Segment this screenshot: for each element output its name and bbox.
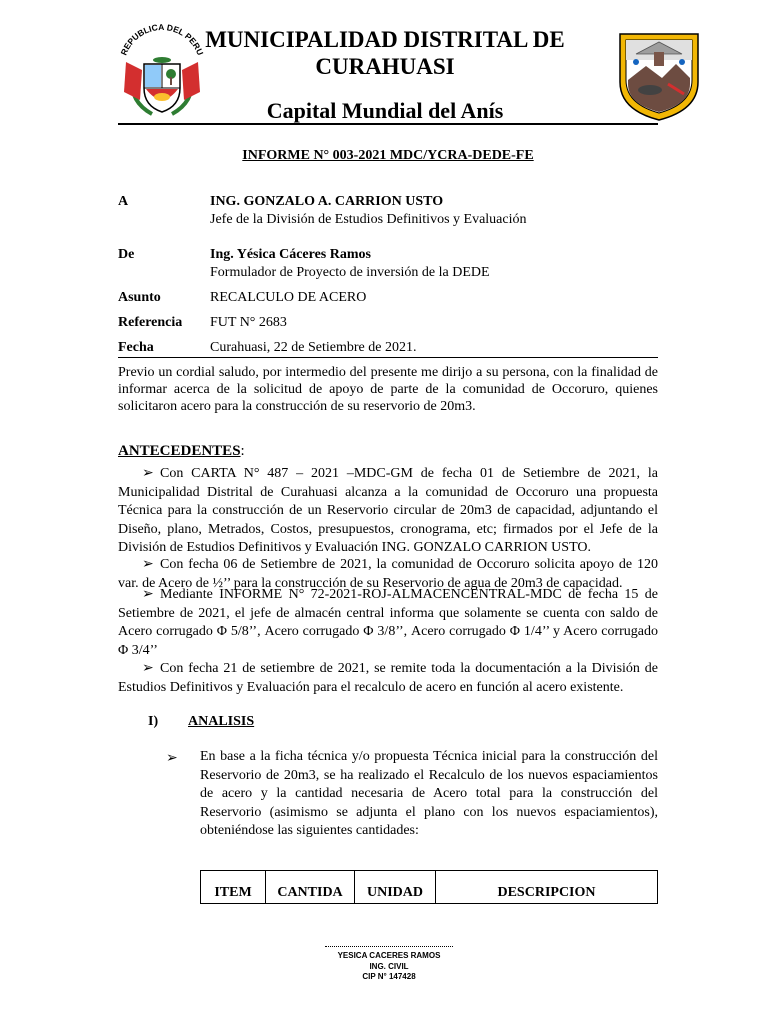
signature-line: [325, 946, 453, 947]
signature-cip: CIP N° 147428: [362, 972, 416, 981]
from-role: Formulador de Proyecto de inversión de la DEDE: [210, 265, 490, 280]
antecedente-item: [118, 465, 658, 558]
date-value: Curahuasi, 22 de Setiembre de 2021.: [210, 340, 417, 355]
from-label: De: [118, 247, 135, 262]
analisis-title: ANALISIS: [188, 714, 255, 729]
signature-title: ING. CIVIL: [369, 962, 409, 971]
analisis-text: En base a la ficha técnica y/o propuesta Técnica inicial para la construcción del Reservorio de 20m3, se ha realizado el Recalculo de los nuevos espaciamientos de acero y la cantidad necesaria de Acero total para la construcción del Reservorio (asimismo se adjunta el plano con los nuevos espaciamientos), obteniéndose las siguientes cantidades:: [200, 749, 658, 838]
reference-value: FUT N° 2683: [210, 315, 287, 330]
bullet-arrow-icon: ➢: [142, 587, 154, 602]
col-item: ITEM: [201, 871, 266, 904]
antecedente-text: Mediante INFORME N° 72-2021-ROJ-ALMACENCENTRAL-MDC de fecha 15 de Setiembre de 2021, el jefe de almacén central informa que solamente se cuenta con saldo de Acero corrugado Φ 5/8’’, Acero corrugado Φ 3/8’’, Acero corrugado Φ 1/4’’ y Acero corrugado Φ 3/4’’: [118, 587, 658, 658]
header-divider: [118, 123, 658, 125]
antecedente-item: [118, 586, 658, 660]
institution-motto: Capital Mundial del Anís: [266, 98, 504, 123]
antecedente-text: Con CARTA N° 487 – 2021 –MDC-GM de fecha 01 de Setiembre de 2021, la Municipalidad Distrital de Curahuasi alcanza a la comunidad de Occoruro una propuesta Técnica para la construcción de un Reservorio circular de 20m3 de capacidad, adjuntando el Diseño, plano, Metrados, Costos, presupuestos, cronograma, etc; firmados por el Jefe de la División de Estudios Definitivos y Evaluación ING. GONZALO CARRION USTO.: [118, 466, 658, 555]
signature-name: YESICA CACERES RAMOS: [337, 951, 441, 960]
meta-divider: [118, 357, 658, 358]
bullet-arrow-icon: ➢: [166, 751, 178, 766]
antecedente-text: Con fecha 21 de setiembre de 2021, se remite toda la documentación a la División de Estudios Definitivos y Evaluación para el recalculo de acero en función al acero existente.: [118, 661, 658, 695]
bullet-arrow-icon: ➢: [142, 466, 154, 481]
to-role: Jefe de la División de Estudios Definitivos y Evaluación: [210, 212, 527, 227]
date-label: Fecha: [118, 340, 154, 355]
antecedentes-title: ANTECEDENTES: [118, 443, 241, 459]
from-name: Ing. Yésica Cáceres Ramos: [210, 247, 371, 262]
antecedente-item: [118, 660, 658, 697]
bullet-arrow-icon: ➢: [142, 661, 154, 676]
institution-name: MUNICIPALIDAD DISTRITAL DE CURAHUASI: [205, 27, 565, 79]
quantities-table: [200, 870, 658, 904]
antecedentes-colon: :: [240, 443, 245, 459]
antecedente-text: Con fecha 06 de Setiembre de 2021, la comunidad de Occoruro solicita apoyo de 120 var. de Acero de ½’’ para la construcción de su Reservorio de agua de 20m3 de capacidad.: [118, 557, 658, 591]
reference-label: Referencia: [118, 315, 183, 330]
intro-paragraph: Previo un cordial saludo, por intermedio del presente me dirijo a su persona, con la finalidad de informar acerca de la solicitud de apoyo de parte de la comunidad de Occoruro, quienes solicitaron acero para la construcción de su reservorio de 20m3.: [118, 365, 658, 414]
analisis-number: I): [148, 714, 159, 729]
curahuasi-shield-icon: [616, 26, 702, 122]
col-cantidad: CANTIDA: [266, 871, 355, 904]
antecedentes-heading: [118, 443, 245, 460]
emblem-arc-text: REPUBLICA DEL PERU: [118, 22, 206, 57]
subject-value: RECALCULO DE ACERO: [210, 290, 367, 305]
bullet-arrow-icon: ➢: [142, 557, 154, 572]
to-name: ING. GONZALO A. CARRION USTO: [210, 194, 444, 209]
subject-label: Asunto: [118, 290, 161, 305]
report-title: INFORME N° 003-2021 MDC/YCRA-DEDE-FE: [242, 148, 534, 163]
to-label: A: [118, 194, 129, 209]
col-unidad: UNIDAD: [355, 871, 436, 904]
table-header-row: [201, 871, 658, 904]
col-descripcion: DESCRIPCION: [436, 871, 658, 904]
